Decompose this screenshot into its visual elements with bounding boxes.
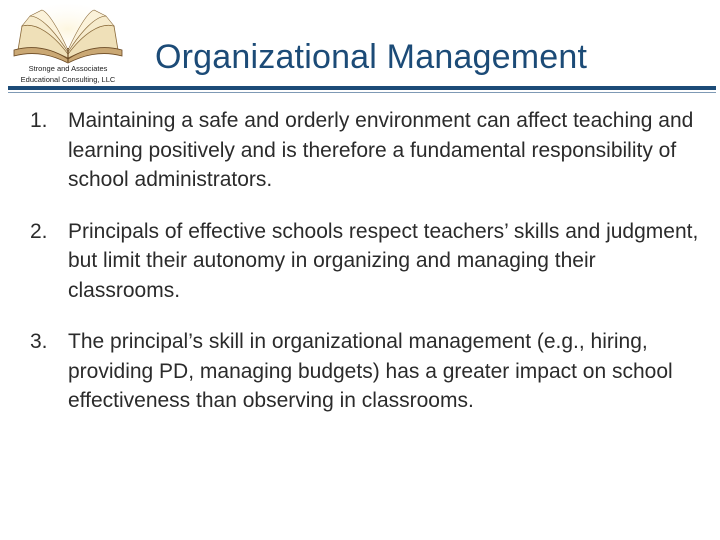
- list-item: [30, 217, 702, 306]
- title-underline-thin: [8, 92, 716, 93]
- list-item: [30, 327, 702, 416]
- list-item: [30, 106, 702, 195]
- logo-company-name: Stronge and Associates: [28, 64, 108, 73]
- list-item-number: 2.: [30, 219, 48, 243]
- company-logo: [4, 4, 132, 86]
- list-item-text: Maintaining a safe and orderly environment can affect teaching and learning positively and is therefore a fundamental responsibility of school administrators.: [68, 109, 694, 191]
- list-item-text: Principals of effective schools respect teachers’ skills and judgment, but limit their autonomy in organizing and managing their classrooms.: [68, 219, 699, 302]
- slide-title: Organizational Management: [155, 38, 588, 76]
- title-underline: [8, 86, 716, 90]
- list-item-number: 1.: [30, 109, 48, 132]
- logo-company-subtitle: Educational Consulting, LLC: [20, 75, 116, 84]
- numbered-list: [30, 106, 702, 438]
- list-item-number: 3.: [30, 330, 48, 353]
- open-book-icon: [8, 4, 128, 64]
- list-item-text: The principal’s skill in organizational management (e.g., hiring, providing PD, managing budgets) has a greater impact on school effectiveness than observing in classrooms.: [68, 330, 673, 412]
